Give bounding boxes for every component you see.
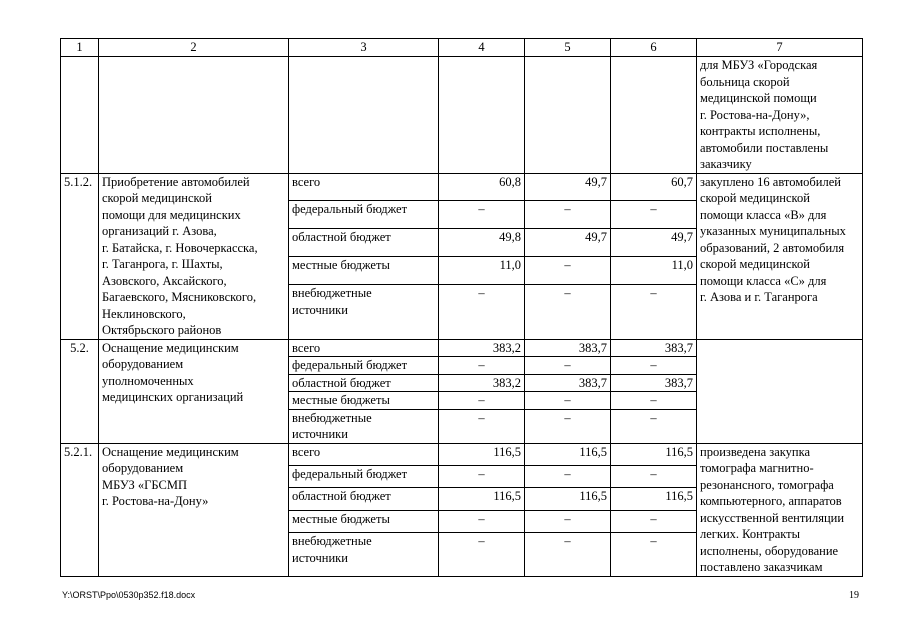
note-line: произведена закупка — [700, 444, 811, 459]
note-line: образований, 2 автомобиля — [700, 240, 845, 255]
empty-cell — [439, 57, 525, 174]
desc-line: оборудованием — [102, 461, 184, 475]
desc-line: Приобретение автомобилей — [102, 174, 250, 189]
note-line: скорой медицинской — [700, 191, 810, 205]
amount-cell: 49,7 — [525, 229, 611, 257]
note-line: томографа магнитно- — [700, 461, 814, 475]
note-line: поставлено заказчикам — [700, 560, 823, 574]
src-line: внебюджетные — [292, 410, 372, 425]
funding-source — [289, 339, 439, 357]
note-line: помощи класса «В» для — [700, 207, 827, 222]
amount-cell: – — [439, 409, 525, 443]
funding-source — [289, 488, 439, 510]
result-note — [697, 443, 863, 576]
note-line: медицинской помощи — [700, 91, 817, 105]
amount-cell: – — [611, 510, 697, 532]
amount-cell: 60,8 — [439, 173, 525, 201]
funding-source — [289, 374, 439, 392]
funding-source — [289, 510, 439, 532]
note-line: контракты исполнены, — [700, 124, 821, 138]
desc-line: г. Батайска, г. Новочеркасска, — [102, 240, 258, 255]
amount-cell: – — [525, 257, 611, 285]
amount-cell: – — [525, 392, 611, 410]
src-line: федеральный бюджет — [292, 202, 408, 217]
desc-line: Октябрьского районов — [102, 323, 222, 337]
desc-line: помощи для медицинских — [102, 207, 241, 222]
item-code: 5.2.1. — [61, 443, 99, 576]
item-description — [99, 173, 289, 339]
empty-cell — [61, 57, 99, 174]
src-line: всего — [292, 174, 321, 189]
amount-cell: – — [611, 201, 697, 229]
funding-source — [289, 229, 439, 257]
header-cell: 6 — [611, 39, 697, 57]
header-cell: 2 — [99, 39, 289, 57]
empty-cell — [611, 57, 697, 174]
src-line: федеральный бюджет — [292, 466, 408, 481]
file-path: Y:\ORST\Ppo\0530p352.f18.docx — [62, 590, 196, 600]
amount-cell: – — [611, 285, 697, 339]
header-cell: 1 — [61, 39, 99, 57]
header-row — [61, 39, 863, 57]
desc-line: медицинских организаций — [102, 390, 244, 404]
desc-line: Неклиновского, — [102, 306, 186, 321]
budget-table — [60, 38, 863, 577]
note-line: компьютерного, аппаратов — [700, 494, 842, 508]
amount-cell: – — [611, 409, 697, 443]
desc-line: уполномоченных — [102, 373, 194, 388]
amount-cell: – — [439, 465, 525, 487]
amount-cell: 116,5 — [611, 488, 697, 510]
note-line: искусственной вентиляции — [700, 510, 845, 525]
src-line: федеральный бюджет — [292, 358, 408, 372]
note-line: исполнены, оборудование — [700, 543, 839, 558]
table-row — [61, 339, 863, 357]
amount-cell: 49,7 — [525, 173, 611, 201]
result-note — [697, 339, 863, 443]
amount-cell: 11,0 — [439, 257, 525, 285]
amount-cell: 383,7 — [611, 339, 697, 357]
amount-cell: – — [525, 201, 611, 229]
amount-cell: 383,7 — [525, 374, 611, 392]
amount-cell: – — [525, 409, 611, 443]
funding-source — [289, 443, 439, 465]
src-line: внебюджетные — [292, 534, 372, 548]
note-line: указанных муниципальных — [700, 224, 846, 238]
funding-source — [289, 285, 439, 339]
amount-cell: – — [439, 510, 525, 532]
src-line: местные бюджеты — [292, 258, 390, 273]
amount-cell: 383,7 — [525, 339, 611, 357]
funding-source — [289, 533, 439, 577]
page-number: 19 — [849, 590, 859, 601]
note-line: заказчику — [700, 157, 752, 171]
src-line: источники — [292, 427, 348, 441]
amount-cell: 60,7 — [611, 173, 697, 201]
amount-cell: 383,2 — [439, 374, 525, 392]
empty-cell — [99, 57, 289, 174]
item-description — [99, 339, 289, 443]
src-line: областной бюджет — [292, 375, 391, 390]
funding-source — [289, 201, 439, 229]
item-code: 5.2. — [61, 339, 99, 443]
src-line: местные бюджеты — [292, 511, 390, 526]
amount-cell: – — [439, 392, 525, 410]
amount-cell: 383,7 — [611, 374, 697, 392]
amount-cell: 116,5 — [525, 443, 611, 465]
amount-cell: 383,2 — [439, 339, 525, 357]
header-cell: 7 — [697, 39, 863, 57]
amount-cell: – — [439, 533, 525, 577]
amount-cell: – — [525, 357, 611, 375]
amount-cell: 116,5 — [525, 488, 611, 510]
amount-cell: – — [611, 392, 697, 410]
desc-line: организаций г. Азова, — [102, 224, 217, 238]
note-line: г. Азова и г. Таганрога — [700, 290, 818, 304]
amount-cell: – — [525, 533, 611, 577]
desc-line: Азовского, Аксайского, — [102, 273, 227, 288]
funding-source — [289, 357, 439, 375]
amount-cell: – — [439, 201, 525, 229]
header-cell: 3 — [289, 39, 439, 57]
amount-cell: – — [525, 285, 611, 339]
desc-line: Оснащение медицинским — [102, 444, 239, 459]
note-line: больница скорой — [700, 74, 790, 89]
table-row — [61, 443, 863, 465]
desc-line: МБУЗ «ГБСМП — [102, 477, 187, 492]
note-line: закуплено 16 автомобилей — [700, 174, 841, 189]
src-line: источники — [292, 302, 348, 317]
result-note — [697, 173, 863, 339]
funding-source — [289, 392, 439, 410]
src-line: всего — [292, 340, 321, 355]
funding-source — [289, 257, 439, 285]
desc-line: Багаевского, Мясниковского, — [102, 290, 257, 304]
note-line: легких. Контракты — [700, 527, 801, 541]
desc-line: скорой медицинской — [102, 191, 212, 205]
amount-cell: 11,0 — [611, 257, 697, 285]
note-line: резонансного, томографа — [700, 477, 834, 492]
continuation-row — [61, 57, 863, 174]
src-line: местные бюджеты — [292, 393, 390, 407]
amount-cell: – — [611, 357, 697, 375]
note-line: для МБУЗ «Городская — [700, 58, 818, 72]
funding-source — [289, 173, 439, 201]
src-line: внебюджетные — [292, 286, 372, 301]
amount-cell: 49,8 — [439, 229, 525, 257]
note-line: помощи класса «С» для — [700, 273, 827, 288]
note-cell — [697, 57, 863, 174]
note-line: автомобили поставлены — [700, 140, 829, 155]
header-cell: 4 — [439, 39, 525, 57]
amount-cell: 49,7 — [611, 229, 697, 257]
item-code: 5.1.2. — [61, 173, 99, 339]
note-line: скорой медицинской — [700, 257, 810, 271]
table-row — [61, 173, 863, 201]
src-line: областной бюджет — [292, 230, 391, 245]
amount-cell: – — [525, 465, 611, 487]
amount-cell: – — [439, 285, 525, 339]
amount-cell: 116,5 — [439, 488, 525, 510]
desc-line: г. Таганрога, г. Шахты, — [102, 257, 223, 271]
amount-cell: 116,5 — [439, 443, 525, 465]
src-line: источники — [292, 550, 348, 565]
header-cell: 5 — [525, 39, 611, 57]
desc-line: Оснащение медицинским — [102, 340, 239, 355]
src-line: всего — [292, 444, 321, 459]
funding-source — [289, 465, 439, 487]
amount-cell: – — [611, 465, 697, 487]
amount-cell: 116,5 — [611, 443, 697, 465]
amount-cell: – — [611, 533, 697, 577]
note-line: г. Ростова-на-Дону», — [700, 107, 810, 122]
empty-cell — [525, 57, 611, 174]
empty-cell — [289, 57, 439, 174]
item-description — [99, 443, 289, 576]
amount-cell: – — [525, 510, 611, 532]
amount-cell: – — [439, 357, 525, 375]
src-line: областной бюджет — [292, 489, 391, 504]
desc-line: г. Ростова-на-Дону» — [102, 494, 209, 508]
desc-line: оборудованием — [102, 357, 184, 371]
funding-source — [289, 409, 439, 443]
